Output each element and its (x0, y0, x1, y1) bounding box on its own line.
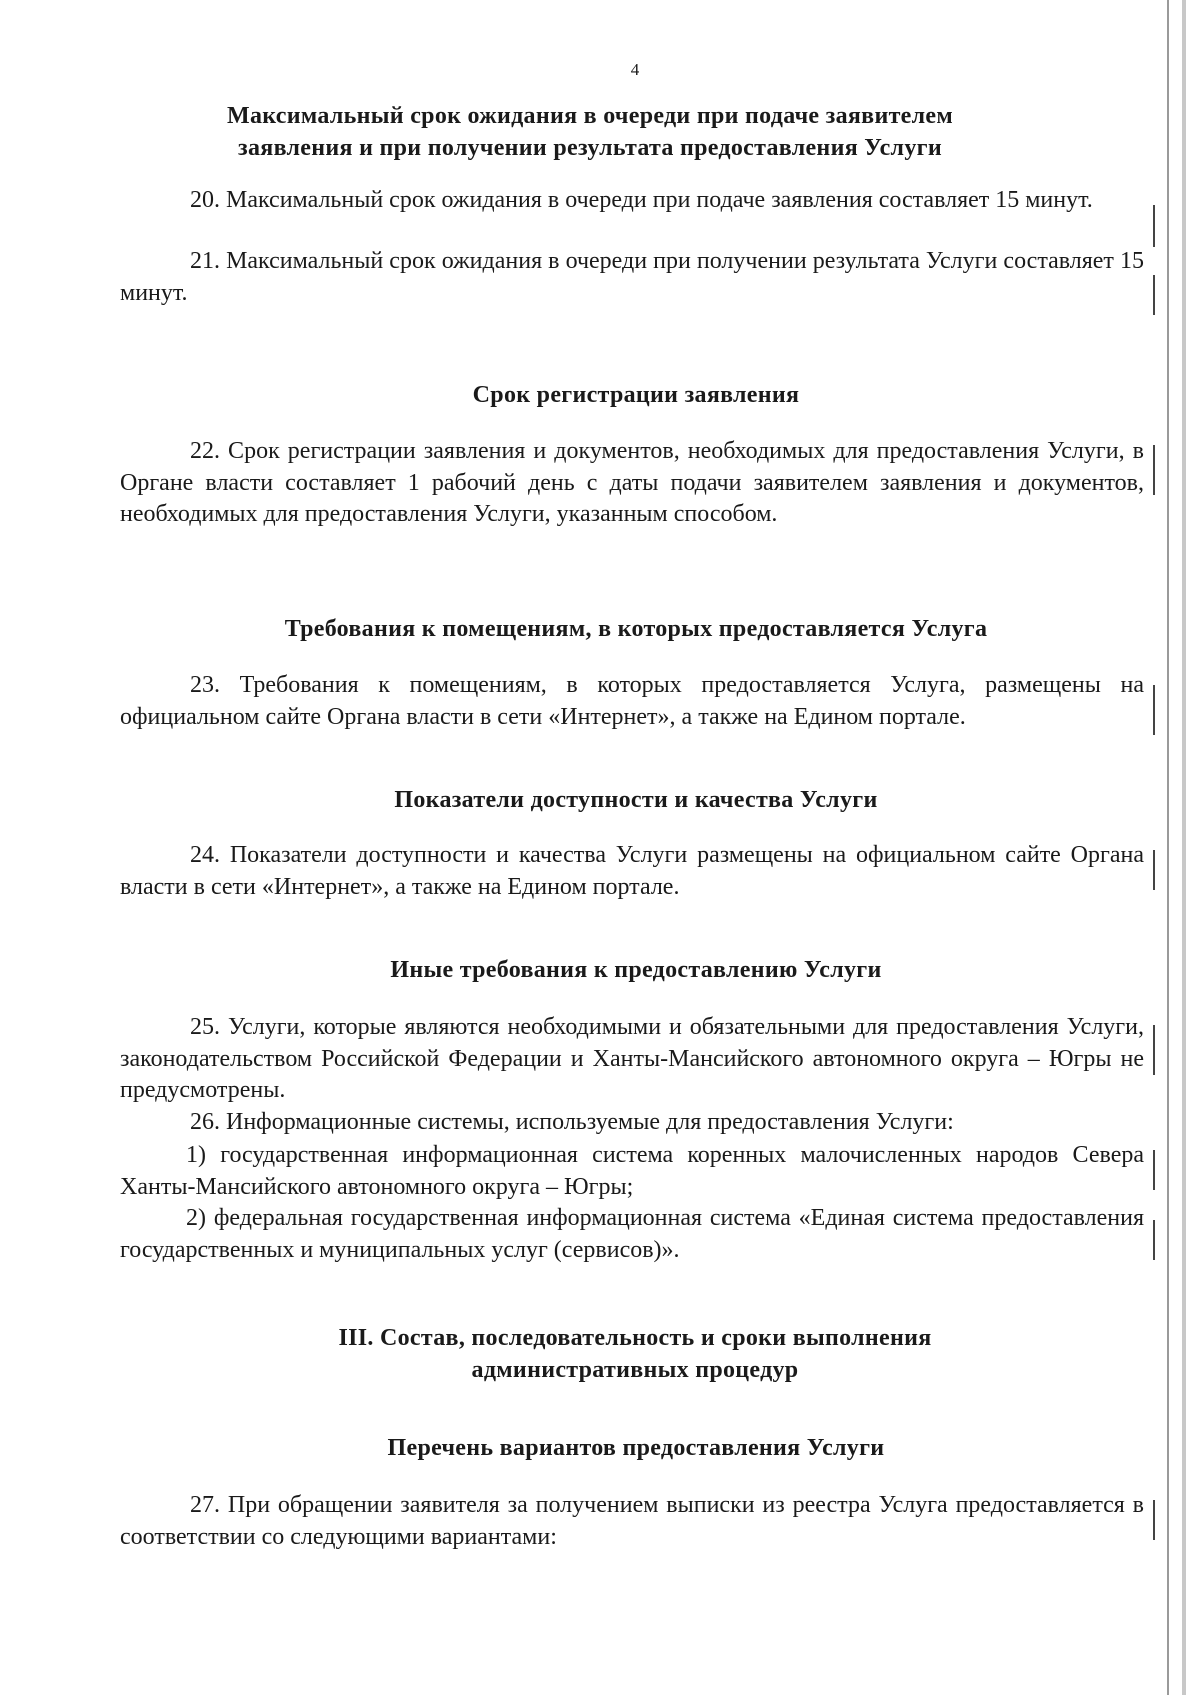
paragraph-26: 26. Информационные системы, используемые для предоставления Услуги: (190, 1109, 954, 1135)
paragraph-20: 20. Максимальный срок ожидания в очереди при подаче заявления составляет 15 минут. (190, 187, 1093, 213)
scan-edge-mark (1153, 685, 1155, 735)
scan-edge-mark (1153, 205, 1155, 247)
paragraph-27: 27. При обращении заявителя за получением выписки из реестра Услуга предоставляется в соответствии со следующими вариантами: (120, 1492, 1144, 1550)
heading-queue-wait-time: Максимальный срок ожидания в очереди при подаче заявителем заявления и при получении результата предоставления Услуги (227, 103, 953, 161)
scan-edge-mark (1153, 1025, 1155, 1075)
heading-other-requirements: Иные требования к предоставлению Услуги (390, 957, 882, 983)
scan-edge-mark (1153, 1220, 1155, 1260)
paragraph-23: 23. Требования к помещениям, в которых предоставляется Услуга, размещены на официальном сайте Органа власти в сети «Интернет», а также на Едином портале. (120, 672, 1144, 730)
scan-edge-mark (1153, 1500, 1155, 1540)
paragraph-26-item-2: 2) федеральная государственная информационная система «Единая система предоставления государственных и муниципальных услуг (сервисов)». (120, 1205, 1144, 1263)
page-number: 4 (630, 60, 640, 79)
scan-edge-mark (1153, 850, 1155, 890)
heading-section-3: III. Состав, последовательность и сроки выполнения административных процедур (338, 1325, 932, 1383)
heading-registration-term: Срок регистрации заявления (472, 382, 800, 408)
paragraph-26-item-1: 1) государственная информационная система коренных малочисленных народов Севера Ханты-Мансийского автономного округа – Югры; (120, 1142, 1144, 1200)
paragraph-25: 25. Услуги, которые являются необходимыми и обязательными для предоставления Услуги, законодательством Российской Федерации и Ханты-Мансийского автономного округа – Югры не предусмотрены. (120, 1014, 1144, 1103)
heading-premises-requirements: Требования к помещениям, в которых предоставляется Услуга (284, 616, 988, 642)
scan-edge-line (1167, 0, 1169, 1695)
paragraph-22: 22. Срок регистрации заявления и документов, необходимых для предоставления Услуги, в Органе власти составляет 1 рабочий день с даты подачи заявителем заявления и документов, необходимых для предоставления Услуги, указанным способом. (120, 438, 1144, 527)
scan-edge-mark (1153, 1150, 1155, 1190)
scan-edge-shadow (1182, 0, 1186, 1695)
paragraph-21: 21. Максимальный срок ожидания в очереди при получении результата Услуги составляет 15 минут. (120, 248, 1144, 306)
heading-accessibility-quality: Показатели доступности и качества Услуги (394, 787, 878, 813)
scan-edge-mark (1153, 275, 1155, 315)
heading-service-variants: Перечень вариантов предоставления Услуги (387, 1435, 885, 1461)
paragraph-24: 24. Показатели доступности и качества Услуги размещены на официальном сайте Органа власти в сети «Интернет», а также на Едином портале. (120, 842, 1144, 900)
scan-edge-mark (1153, 445, 1155, 495)
